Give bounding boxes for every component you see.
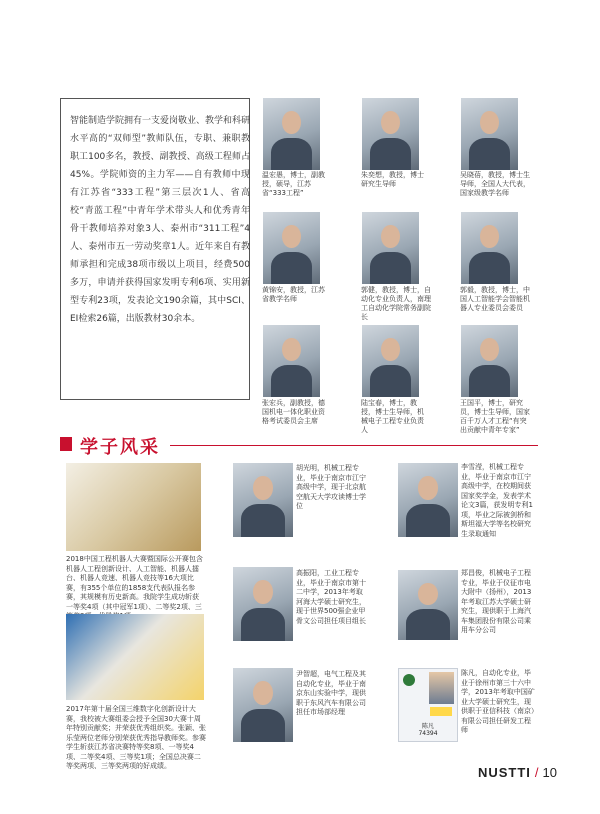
teacher-caption: 黄锦安，教授，江苏省教学名师 [262,286,325,303]
teacher-photo [362,212,419,284]
teacher-caption: 郭毅，教授，博士，中国人工智能学会智能机器人专业委员会委员 [460,286,530,312]
teacher-photo [263,212,320,284]
teacher-photo [362,98,419,170]
footer-separator: / [534,765,539,780]
student-photo [398,463,458,537]
teacher-photo [461,325,518,397]
student-photo [398,570,458,640]
badge-name: 陈凡 [421,723,434,730]
footer-brand: NUSTTI [477,765,531,780]
page-footer [478,765,557,780]
student-blurb: 李雪滢，机械工程专业，毕业于南京市江宁高级中学，在校期间获国家奖学金，发表学术论文3篇，获发明专利1项，毕业之际被剑桥和斯坦福大学等名校研究生录取通知 [461,463,533,538]
teacher-photo [263,98,320,170]
teacher-caption: 朱奕想，教授，博士研究生导师 [361,171,424,188]
teacher-caption: 王国平，博士，研究员，博士生导师，国家百千万人才工程“有突出贡献中青年专家” [460,399,530,434]
student-photo [233,567,293,641]
event-caption: 2017年第十届全国三维数字化创新设计大赛，我校被大赛组委会授予全国30大赛十周年特别贡献奖；并荣获优秀组织奖。张颖、张乐莹两位老师分别荣获优秀指导教师奖。参赛学生斩获江苏省决赛特等奖8项、一等奖4项、二等奖4项、三等奖1项；全国总决赛二等奖两项、三等奖两项的好成绩。 [66,705,206,770]
section-divider [170,445,538,446]
student-blurb: 郑昌俊，机械电子工程专业，毕业于仪征市电大附中（扬州），2013年考取江苏大学硕士研究生，现供职于上海汽车集团股份有限公司乘用车分公司 [461,569,532,634]
teacher-photo [461,98,518,170]
section-title: 学子风采 [80,437,160,458]
teacher-photo [263,325,320,397]
teacher-caption: 温宏愚，博士，副教授，硕导，江苏省“333工程” [262,171,325,197]
event-photo-certificates [66,463,201,551]
student-blurb: 尹智超，电气工程及其自动化专业，毕业于南京东山实验中学，现供职于东风汽车有限公司担任市场部经理 [296,670,366,716]
teacher-caption: 陆宝春，博士，教授，博士生导师，机械电子工程专业负责人 [361,399,424,434]
event-caption: 2018中国工程机器人大赛暨国际公开赛包含机器人工程创新设计、人工智能、机器人擂台、机器人竞速、机器人竞技等16大项比赛，有355个单位的1858支代表队报名参赛，其规模有历史新高。我院学生成功斩获一等奖4项（其中冠军1项）、二等奖2项、三 [66,555,203,611]
page-number: 10 [542,765,557,780]
student-photo [233,463,293,537]
badge-photo [429,672,454,704]
teacher-photo [461,212,518,284]
student-badge [398,668,458,742]
teacher-photo [362,325,419,397]
badge-stripe [430,707,452,716]
section-marker [60,437,72,451]
intro-text: 智能制造学院拥有一支爱岗敬业、教学和科研水平高的“双师型”教师队伍，专职、兼职教职工100多名，教授、副教授、高级工程师占45%。学院师资的主力军——自有教师中现有江苏省“333工程”第三层次1人、省高校“青蓝工程”中青年学术带头人和优秀青年骨干教师培养对象3人、泰州市“311工程”4人、泰州市五一劳动奖章1人。近年来自有教师承担和完成38项市级以上项目，经费500多万，申请并获得国家发明专利6项、实用新型专利23项，发表论文190余篇，其中SCI、EI检索26篇，出版教材30余本。 [70,116,251,324]
teacher-caption: 郭健，教授，博士，自动化专业负责人，南理工自动化学院常务副院长 [361,286,431,321]
student-blurb: 陈凡，自动化专业，毕业于徐州市第三十六中学，2013年考取中国矿业大学硕士研究生，现供职于亚信科技（南京）有限公司担任研发工程师 [461,669,535,734]
badge-number: 74394 [418,730,438,737]
student-blurb: 高振阳，工业工程专业，毕业于南京市第十二中学，2013年考取河海大学硕士研究生，现于世界500强企业甲骨文公司担任项目组长 [296,569,366,625]
student-photo [233,668,293,742]
student-blurb: 胡光明，机械工程专业，毕业于南京市江宁高级中学，现于北京航空航天大学攻读博士学位 [296,464,366,510]
event-photo-awards [66,614,204,700]
teacher-caption: 张宏兵，副教授，德国机电一体化职业资格考试委员会主席 [262,399,325,425]
teacher-caption: 吴晓蓓，教授，博士生导师，全国人大代表，国家级教学名师 [460,171,530,197]
badge-logo-icon [403,674,415,686]
